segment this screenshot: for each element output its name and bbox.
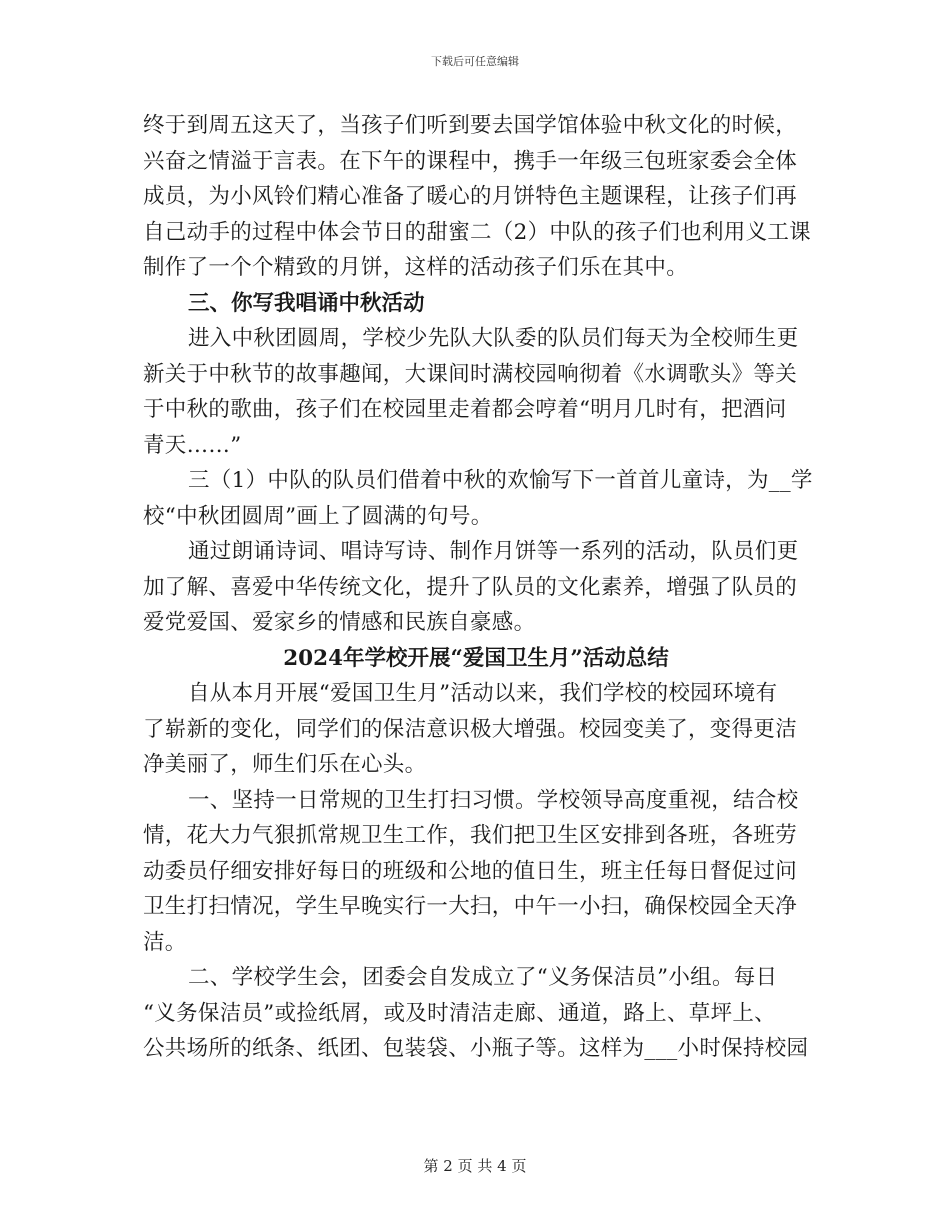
paragraph-line: 终于到周五这天了，当孩子们听到要去国学馆体验中秋文化的时候， — [143, 113, 798, 138]
paragraph-line: 爱党爱国、爱家乡的情感和民族自豪感。 — [143, 610, 536, 635]
paragraph-line: 一、坚持一日常规的卫生打扫习惯。学校领导高度重视，结合校 — [188, 787, 799, 813]
paragraph-line: 兴奋之情溢于言表。在下午的课程中，携手一年级三包班家委会全体 — [143, 148, 798, 174]
page-number: 第 2 页 共 4 页 — [423, 1157, 527, 1175]
paragraph-line: 自从本月开展“爱国卫生月”活动以来，我们学校的校园环境有 — [188, 681, 778, 706]
paragraph-line: 成员，为小风铃们精心准备了暖心的月饼特色主题课程，让孩子们再 — [143, 184, 798, 209]
paragraph-line: 二、学校学生会，团委会自发成立了“义务保洁员”小组。每日 — [188, 965, 778, 990]
paragraph-line: 三（1）中队的队员们借着中秋的欢愉写下一首首儿童诗，为__学 — [188, 468, 813, 493]
paragraph-line: 加了解、喜爱中华传统文化，提升了队员的文化素养，增强了队员的 — [143, 574, 798, 600]
paragraph-line: 净美丽了，师生们乐在心头。 — [143, 752, 427, 777]
paragraph-line: 于中秋的歌曲，孩子们在校园里走着都会哼着“明月几时有，把酒问 — [143, 397, 787, 422]
paragraph-line: 通过朗诵诗词、唱诗写诗、制作月饼等一系列的活动，队员们更 — [188, 539, 799, 564]
paragraph-line: 自己动手的过程中体会节日的甜蜜二（2）中队的孩子们也利用义工课 — [143, 219, 811, 245]
paragraph-line: 了崭新的变化，同学们的保洁意识极大增强。校园变美了，变得更洁 — [143, 716, 798, 742]
paragraph-line: 卫生打扫情况，学生早晚实行一大扫，中午一小扫，确保校园全天净 — [143, 894, 798, 919]
section-heading: 三、你写我唱诵中秋活动 — [188, 290, 425, 316]
paragraph-line: 青天……” — [143, 432, 242, 458]
document-title: 2024年学校开展“爱国卫生月”活动总结 — [283, 645, 669, 671]
paragraph-line: 进入中秋团圆周，学校少先队大队委的队员们每天为全校师生更 — [188, 326, 799, 351]
paragraph-line: 新关于中秋节的故事趣闻，大课间时满校园响彻着《水调歌头》等关 — [143, 361, 798, 387]
paragraph-line: 制作了一个个精致的月饼，这样的活动孩子们乐在其中。 — [143, 255, 689, 280]
paragraph-line: “义务保洁员”或捡纸屑，或及时清洁走廊、通道，路上、草坪上、 — [143, 1000, 776, 1026]
paragraph-line: 情，花大力气狠抓常规卫生工作，我们把卫生区安排到各班，各班劳 — [143, 823, 798, 848]
header-note: 下载后可任意编辑 — [431, 55, 519, 68]
paragraph-line: 公共场所的纸条、纸团、包装袋、小瓶子等。这样为___小时保持校园 — [143, 1036, 809, 1061]
document-body — [143, 108, 813, 1067]
paragraph-line: 校“中秋团圆周”画上了圆满的句号。 — [143, 503, 493, 529]
paragraph-line: 动委员仔细安排好每日的班级和公地的值日生，班主任每日督促过问 — [143, 858, 798, 884]
paragraph-line: 洁。 — [143, 929, 187, 955]
